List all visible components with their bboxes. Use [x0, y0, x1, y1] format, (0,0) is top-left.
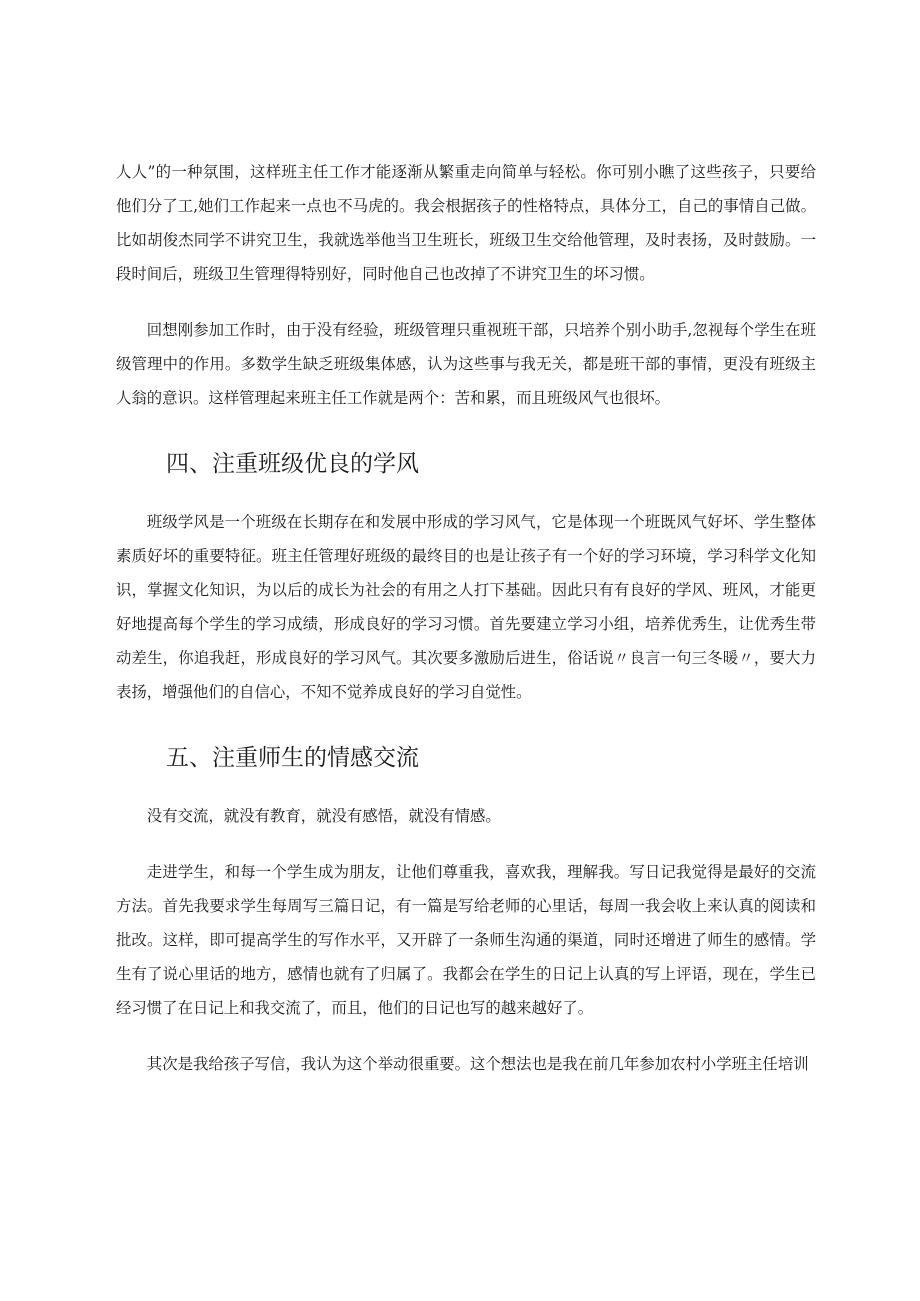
paragraph-diary: 走进学生，和每一个学生成为朋友，让他们尊重我，喜欢我，理解我。写日记我觉得是最好的交流方法。首先我要求学生每周写三篇日记，有一篇是写给老师的心里话，每周一我会收上来认真的阅读和批改。这样，即可提高学生的写作水平，又开辟了一条师生沟通的渠道，同时还增进了师生的感情。学生有了说心里话的地方，感情也就有了归属了。我都会在学生的日记上认真的写上评语，现在，学生已经习惯了在日记上和我交流了，而且，他们的日记也写的越来越好了。 — [116, 863, 816, 1017]
paragraph-continuation: 人人”的一种氛围，这样班主任工作才能逐渐从繁重走向简单与轻松。你可别小瞧了这些孩子，只要给他们分了工,她们工作起来一点也不马虎的。我会根据孩子的性格特点，具体分工，自己的事情自己做。比如胡俊杰同学不讲究卫生，我就选举他当卫生班长，班级卫生交给他管理，及时表扬，及时鼓励。一段时间后，班级卫生管理得特别好，同时他自己也改掉了不讲究卫生的坏习惯。 — [116, 163, 816, 283]
paragraph-communication-intro: 没有交流，就没有教育，就没有感悟，就没有情感。 — [146, 807, 501, 825]
paragraph-reflection: 回想刚参加工作时，由于没有经验，班级管理只重视班干部，只培养个别小助手,忽视每个学生在班级管理中的作用。多数学生缺乏班级集体感，认为这些事与我无关，都是班干部的事情，更没有班级主人翁的意识。这样管理起来班主任工作就是两个：苦和累，而且班级风气也很坏。 — [116, 321, 816, 407]
paragraph-letters: 其次是我给孩子写信，我认为这个举动很重要。这个想法也是我在前几年参加农村小学班主任培训 — [146, 1055, 809, 1073]
section-heading-5: 五、注重师生的情感交流 — [166, 745, 419, 771]
section-heading-4: 四、注重班级优良的学风 — [166, 451, 419, 477]
paragraph-study-atmosphere: 班级学风是一个班级在长期存在和发展中形成的学习风气，它是体现一个班既风气好坏、学生整体素质好坏的重要特征。班主任管理好班级的最终目的也是让孩子有一个好的学习环境，学习科学文化知识，掌握文化知识，为以后的成长为社会的有用之人打下基础。因此只有有良好的学风、班风，才能更好地提高每个学生的学习成绩，形成良好的学习习惯。首先要建立学习小组，培养优秀生，让优秀生带动差生，你追我赶，形成良好的学习风气。其次要多激励后进生，俗话说〃良言一句三冬暖〃，要大力表扬，增强他们的自信心，不知不觉养成良好的学习自觉性。 — [116, 513, 816, 701]
document-page — [116, 155, 816, 1081]
